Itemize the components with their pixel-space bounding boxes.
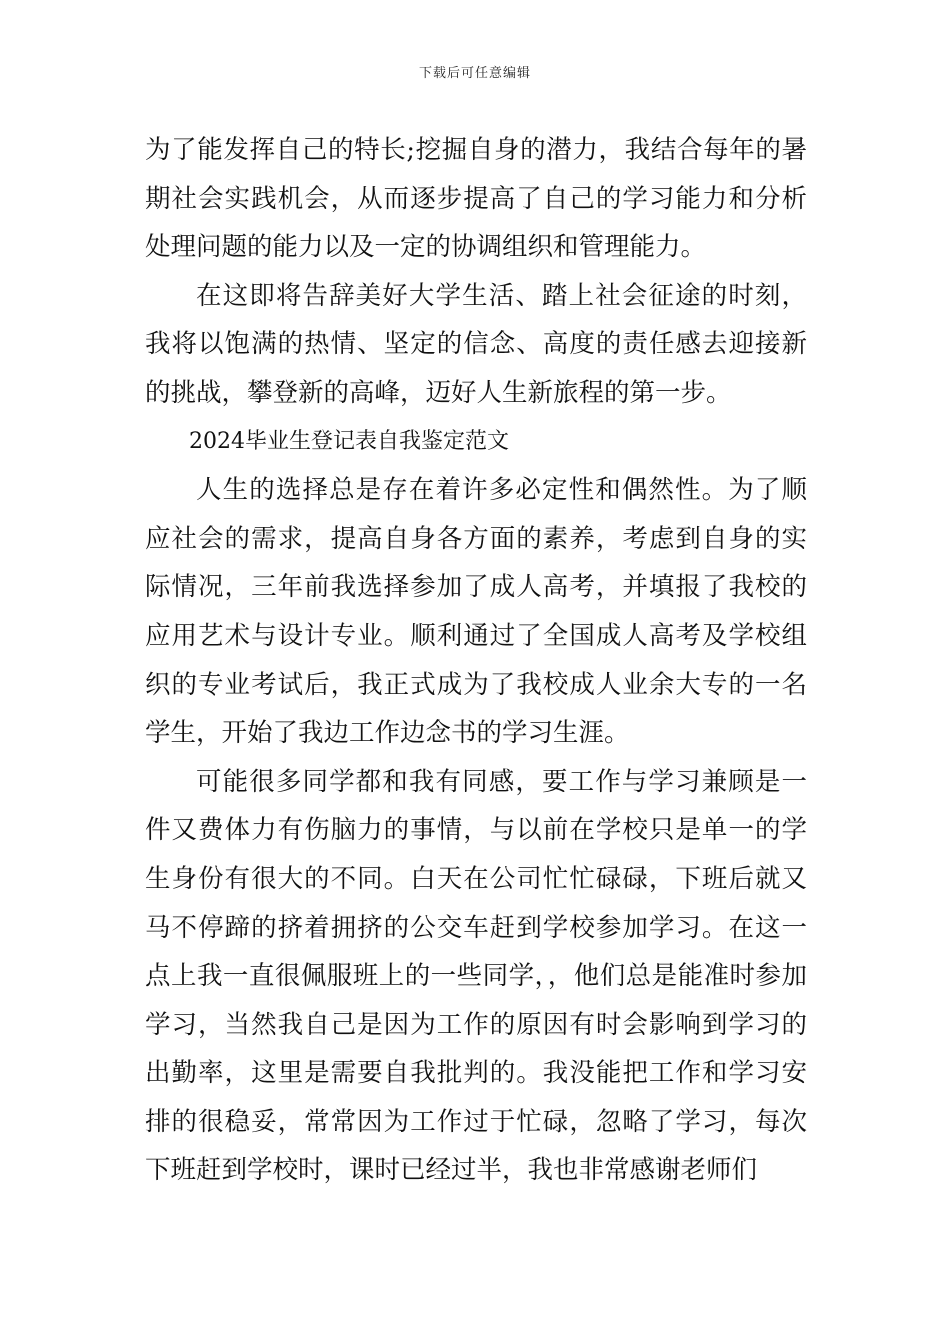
paragraph-2: 在这即将告辞美好大学生活、踏上社会征途的时刻，我将以饱满的热情、坚定的信念、高度的责任感去迎接新的挑战，攀登新的高峰，迈好人生新旅程的第一步。 [145, 280, 807, 408]
paragraph-3: 人生的选择总是存在着许多必定性和偶然性。为了顺应社会的需求，提高自身各方面的素养，考虑到自身的实际情况，三年前我选择参加了成人高考，并填报了我校的应用艺术与设计专业。顺利通过了全国成人高考及学校组织的专业考试后，我正式成为了我校成人业余大专的一名学生，开始了我边工作边念书的学习生涯。 [145, 475, 807, 749]
section-heading: 2024毕业生登记表自我鉴定范文 [189, 428, 509, 454]
paragraph-1: 为了能发挥自己的特长;挖掘自身的潜力，我结合每年的暑期社会实践机会，从而逐步提高了自己的学习能力和分析处理问题的能力以及一定的协调组织和管理能力。 [145, 135, 807, 263]
header-note: 下载后可任意编辑 [418, 66, 531, 81]
document-body [145, 126, 807, 1195]
paragraph-4: 可能很多同学都和我有同感，要工作与学习兼顾是一件又费体力有伤脑力的事情，与以前在学校只是单一的学生身份有很大的不同。白天在公司忙忙碌碌，下班后就又马不停蹄的挤着拥挤的公交车赶到学校参加学习。在这一点上我一直很佩服班上的一些同学，，他们总是能准时参加学习，当然我自己是因为工作的原因有时会影响到学习的出勤率，这里是需要自我批判的。我没能把工作和学习安排的很稳妥，常常因为工作过于忙碌，忽略了学习，每次下班赶到学校时，课时已经过半，我也非常感谢老师们 [145, 766, 807, 1186]
